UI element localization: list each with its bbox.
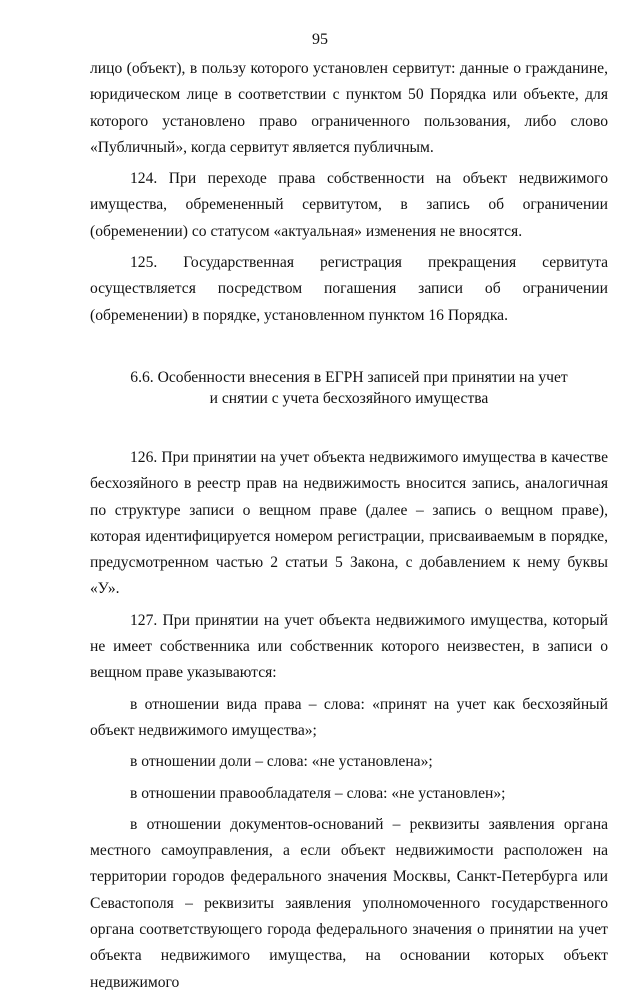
list-item-share: в отношении доли – слова: «не установлена»; bbox=[130, 753, 433, 771]
section-heading-line-1: 6.6. Особенности внесения в ЕГРН записей при принятии на учет bbox=[130, 368, 568, 386]
section-heading-line-2: и снятии с учета бесхозяйного имущества bbox=[209, 389, 489, 407]
list-item-right-holder: в отношении правообладателя – слова: «не установлен»; bbox=[130, 784, 506, 802]
page-number: 95 bbox=[312, 31, 328, 48]
section-heading bbox=[90, 367, 608, 409]
paragraph-126: 126. При принятии на учет объекта недвижимого имущества в качестве бесхозяйного в реестр прав на недвижимость вносится запись, аналогичная по структуре записи о вещном праве (далее – запись о вещном праве), которая идентифицируется номером регистрации, присваиваемым в порядке, предусмотренном частью 2 статьи 5 Закона, с добавлением к нему буквы «У». bbox=[90, 448, 608, 598]
paragraph-continuation: лицо (объект), в пользу которого установлен сервитут: данные о гражданине, юридическом лице в соответствии с пунктом 50 Порядка или объекте, для которого установлено право ограниченного пользования, либо слово «Публичный», когда сервитут является публичным. bbox=[90, 60, 608, 156]
paragraph-127: 127. При принятии на учет объекта недвижимого имущества, который не имеет собственника или собственник которого неизвестен, в записи о вещном праве указываются: bbox=[90, 611, 608, 682]
document-body bbox=[90, 56, 608, 996]
paragraph-125: 125. Государственная регистрация прекращения сервитута осуществляется посредством погашения записи об ограничении (обременении) в порядке, установленном пунктом 16 Порядка. bbox=[90, 254, 608, 324]
list-item-right-type: в отношении вида права – слова: «принят на учет как бесхозяйный объект недвижимого имущества»; bbox=[90, 695, 608, 739]
paragraph-124: 124. При переходе права собственности на объект недвижимого имущества, обремененный сервитутом, в запись об ограничении (обременении) со статусом «актуальная» изменения не вносятся. bbox=[90, 170, 608, 240]
list-item-documents: в отношении документов-оснований – реквизиты заявления органа местного самоуправления, а если объект недвижимости расположен на территории городов федерального значения Москвы, Санкт-Петербурга или Севастополя – реквизиты заявления уполномоченного государственного органа соответствующего города федерального значения о принятии на учет объекта недвижимого имущества, на основании которых объект недвижимого bbox=[90, 815, 608, 991]
